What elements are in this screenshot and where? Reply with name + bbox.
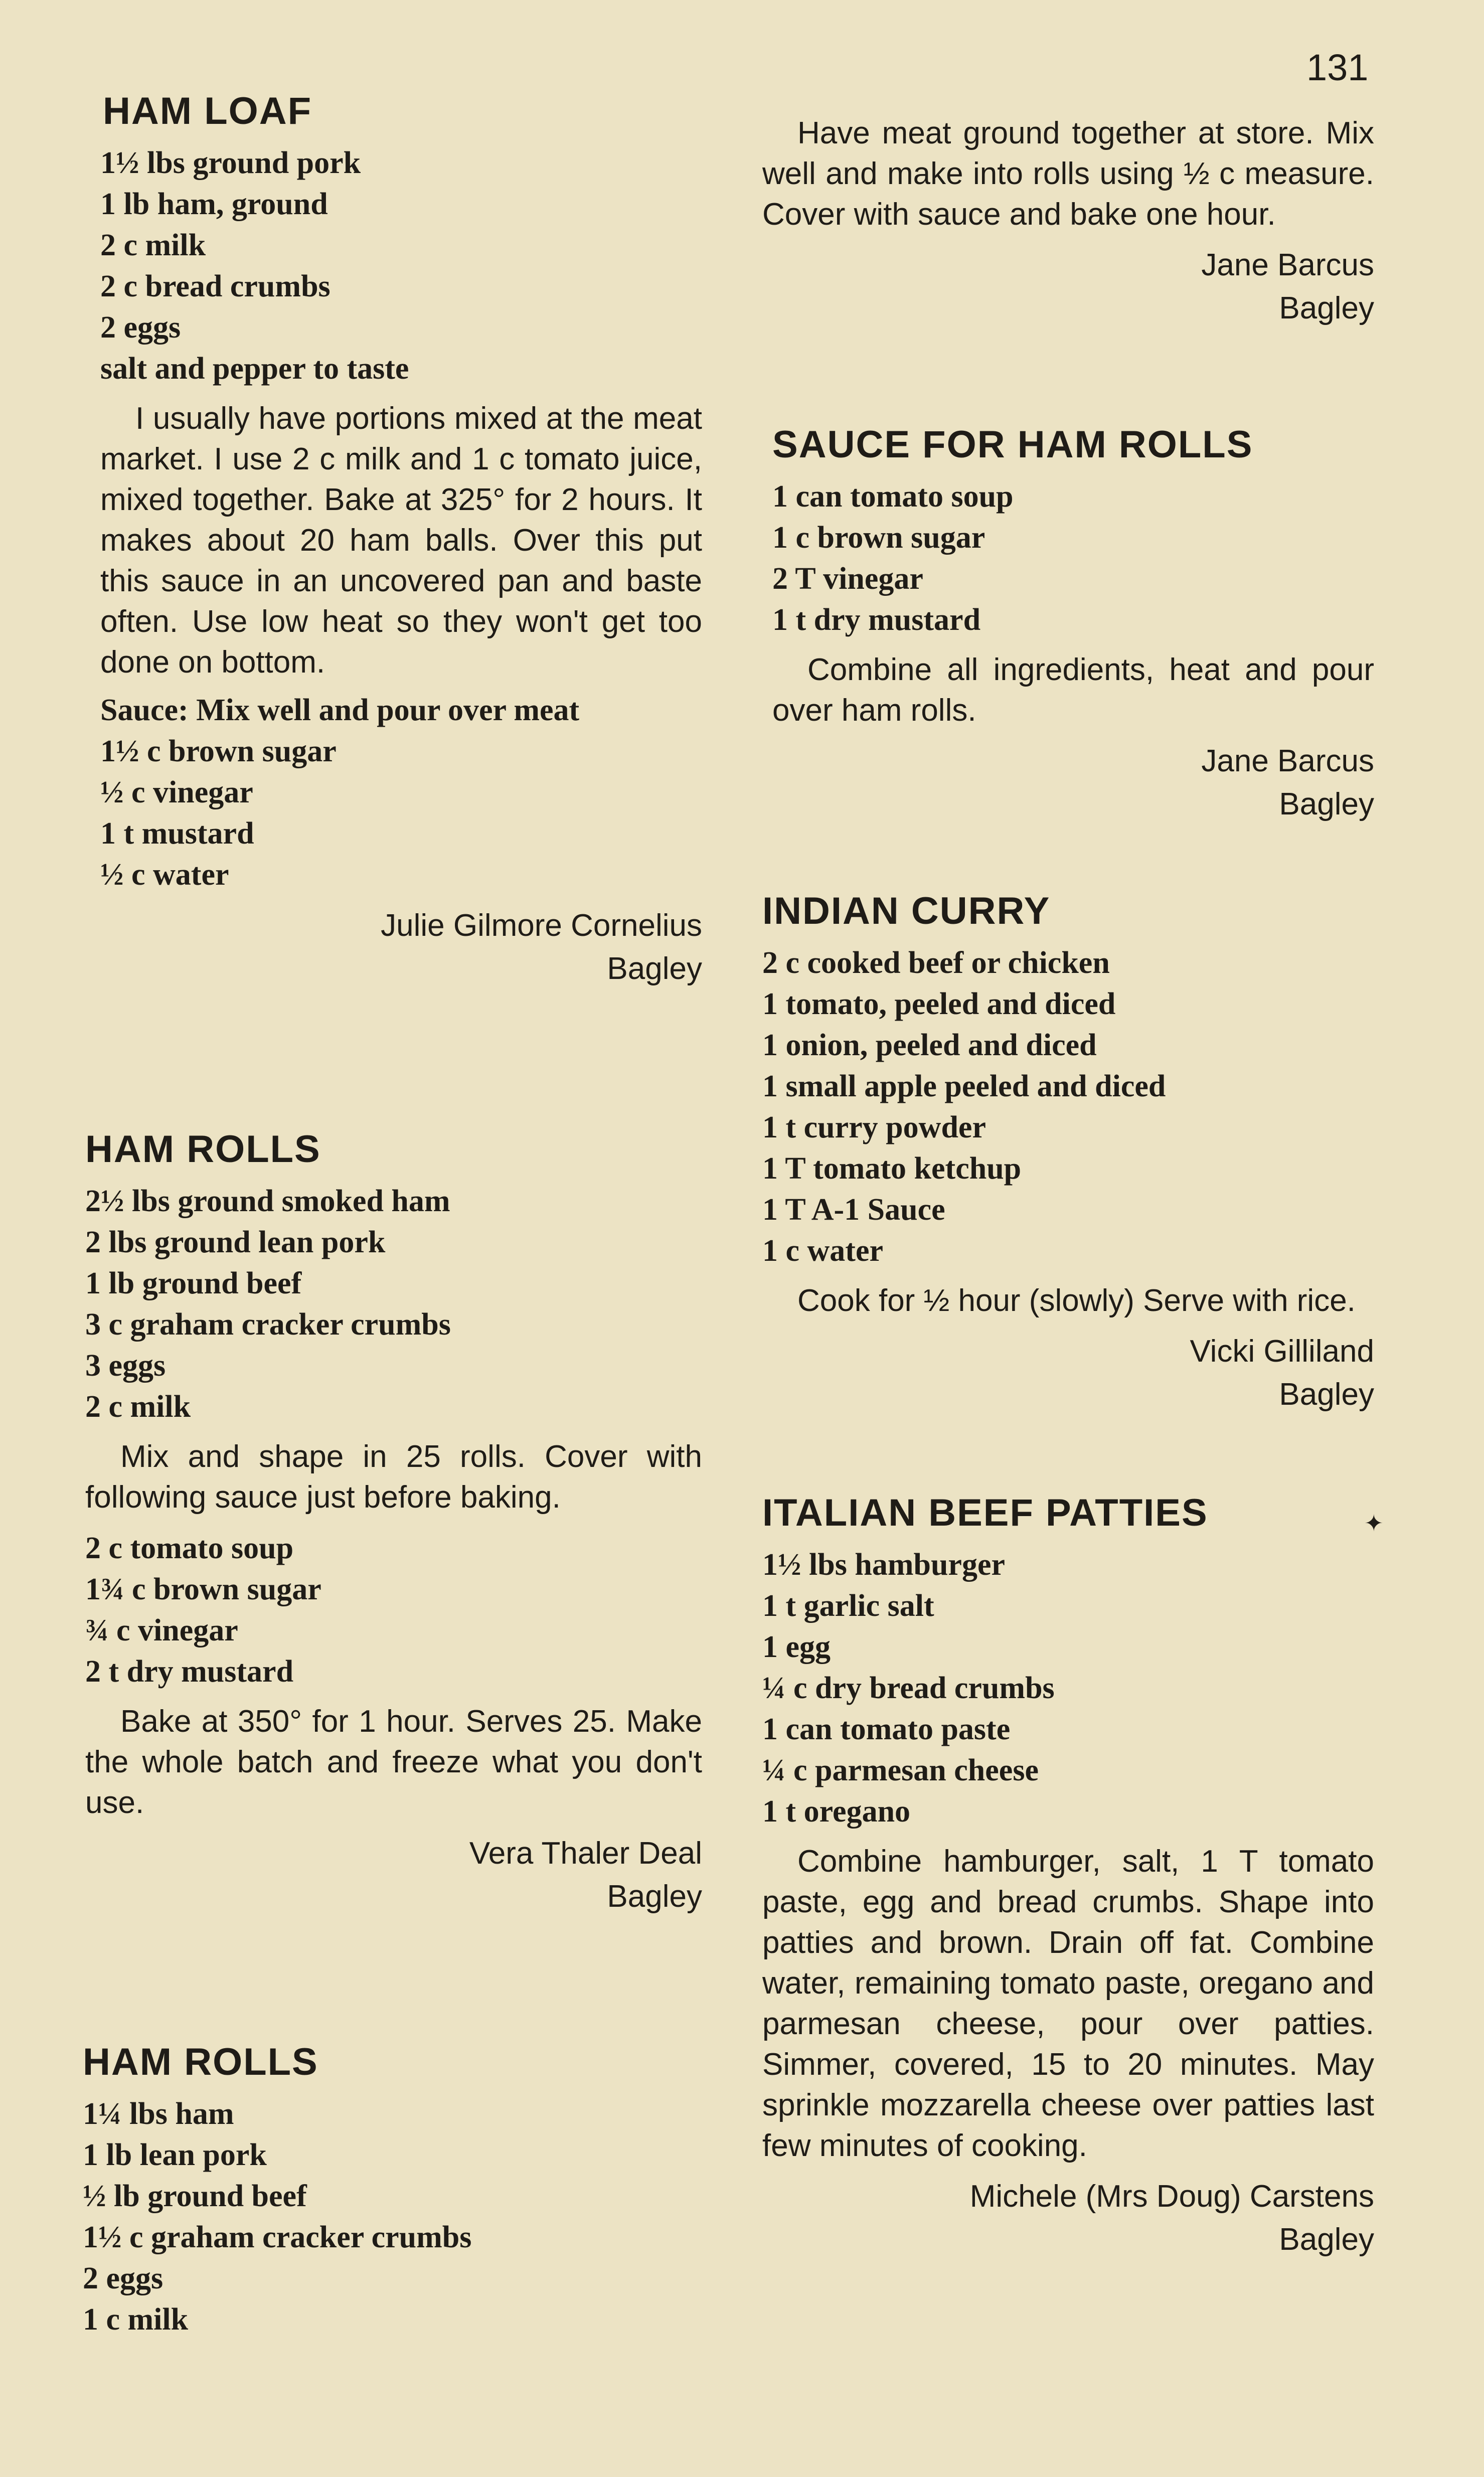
ingredient: 1 c brown sugar [772,520,985,555]
ingredient: 2 c tomato soup [85,1531,294,1565]
ingredient: ½ c water [100,857,229,892]
recipe-title: HAM LOAF [103,90,312,132]
author-name: Vicki Gilliland [1190,1334,1374,1369]
author-name: Julie Gilmore Cornelius [381,908,702,943]
author-name: Jane Barcus [1201,743,1374,778]
ingredient: 1¼ lbs ham [83,2096,234,2131]
sauce-heading: Sauce: Mix well and pour over meat [100,693,580,727]
recipe-title: HAM ROLLS [83,2041,318,2083]
ingredient: ½ c vinegar [100,775,253,809]
recipe-title: SAUCE FOR HAM ROLLS [772,423,1253,466]
recipe-italian-beef-patties [762,1492,1374,2261]
author-name: Jane Barcus [1201,248,1374,282]
recipe-ham-loaf [80,90,702,990]
ingredient: 1 can tomato soup [772,479,1014,514]
margin-mark-icon: ✦ [1364,1511,1384,1536]
ingredient: 2 c milk [100,228,206,262]
ingredient: 1 onion, peeled and diced [762,1028,1097,1062]
ingredient: 1 tomato, peeled and diced [762,986,1116,1021]
ingredient: 1 T tomato ketchup [762,1151,1022,1186]
ingredient: 3 eggs [85,1348,166,1383]
ingredient: ¾ c vinegar [85,1613,238,1647]
recipe-signature [762,2175,1374,2261]
ingredient: 2 c cooked beef or chicken [762,945,1110,980]
author-name: Michele (Mrs Doug) Carstens [969,2179,1374,2214]
ingredient: 1 egg [762,1629,831,1664]
recipe-signature [762,244,1374,330]
author-town: Bagley [1279,786,1374,821]
recipe-signature [100,904,702,990]
recipe-directions: Bake at 350° for 1 hour. Serves 25. Make the whole batch and freeze what you don't use. [85,1704,702,1820]
ingredient: 1 c milk [83,2302,189,2337]
ingredient: 2 T vinegar [772,561,923,596]
ingredient: ¼ c parmesan cheese [762,1753,1039,1787]
ingredient: 2 t dry mustard [85,1654,294,1689]
ingredient: 1½ c brown sugar [100,734,337,768]
ingredient: salt and pepper to taste [100,351,409,386]
author-name: Vera Thaler Deal [469,1836,702,1871]
ingredient: 1 t oregano [762,1794,911,1829]
recipe-signature [762,1330,1374,1416]
ingredient: 2½ lbs ground smoked ham [85,1184,450,1218]
author-town: Bagley [1279,291,1374,325]
recipe-sauce-for-ham-rolls [762,424,1374,826]
author-town: Bagley [607,1879,702,1914]
recipe-ham-rolls-2-continued [762,113,1374,330]
ingredient: 2 c bread crumbs [100,269,331,303]
ingredient: 1 T A-1 Sauce [762,1192,945,1227]
page-number: 131 [1306,47,1369,88]
author-town: Bagley [1279,1377,1374,1412]
ingredient: 1 small apple peeled and diced [762,1069,1166,1103]
ingredient: 1 t curry powder [762,1110,986,1144]
ingredient: 1 c water [762,1233,883,1268]
recipe-directions: Combine all ingredients, heat and pour over ham rolls. [772,652,1374,728]
ingredient: 1 lb ham, ground [100,187,328,221]
ingredient: 2 eggs [83,2261,163,2295]
ingredient: 2 lbs ground lean pork [85,1225,386,1259]
recipe-title: HAM ROLLS [85,1128,321,1171]
recipe-directions: Cook for ½ hour (slowly) Serve with rice. [797,1283,1356,1318]
ingredient: 1½ lbs ground pork [100,145,361,180]
author-town: Bagley [607,951,702,986]
recipe-title: ITALIAN BEEF PATTIES [762,1492,1208,1534]
recipe-signature [772,740,1374,826]
ingredient: 1 t garlic salt [762,1588,934,1623]
recipe-indian-curry [762,890,1374,1416]
ingredient: 1½ lbs hamburger [762,1547,1005,1582]
recipe-directions: Combine hamburger, salt, 1 T tomato paste, egg and bread crumbs. Shape into patties and brown. Drain off fat. Combine water, remaining tomato paste, oregano and parmesan cheese, pour over patties. Simmer, covered, 15 to 20 minutes. May sprinkle mozzarella cheese over patties last few minutes of cooking. [762,1844,1374,2163]
ingredient: ¼ c dry bread crumbs [762,1671,1055,1705]
ingredient: 3 c graham cracker crumbs [85,1307,451,1342]
ingredient: 2 eggs [100,310,181,345]
recipe-directions: Mix and shape in 25 rolls. Cover with following sauce just before baking. [85,1439,702,1515]
author-town: Bagley [1279,2222,1374,2257]
recipe-title: INDIAN CURRY [762,890,1051,932]
recipe-ham-rolls-2 [80,2041,702,2340]
ingredient: 1¾ c brown sugar [85,1572,321,1606]
ingredient: 1 lb lean pork [83,2137,267,2172]
recipe-directions: I usually have portions mixed at the meat market. I use 2 c milk and 1 c tomato juice, mixed together. Bake at 325° for 2 hours. It makes about 20 ham balls. Over this put this sauce in an uncovered pan and baste often. Use low heat so they won't get too done on bottom. [100,401,702,680]
recipe-signature [85,1832,702,1918]
ingredient: 1 lb ground beef [85,1266,302,1300]
ingredient: 1 t mustard [100,816,254,851]
ingredient: 1 can tomato paste [762,1712,1011,1746]
recipe-directions: Have meat ground together at store. Mix well and make into rolls using ½ c measure. Cover with sauce and bake one hour. [762,116,1374,232]
ingredient: ½ lb ground beef [83,2179,307,2213]
ingredient: 2 c milk [85,1389,191,1424]
ingredient: 1½ c graham cracker crumbs [83,2220,472,2254]
recipe-ham-rolls-1 [80,1128,702,1918]
ingredient: 1 t dry mustard [772,602,981,637]
